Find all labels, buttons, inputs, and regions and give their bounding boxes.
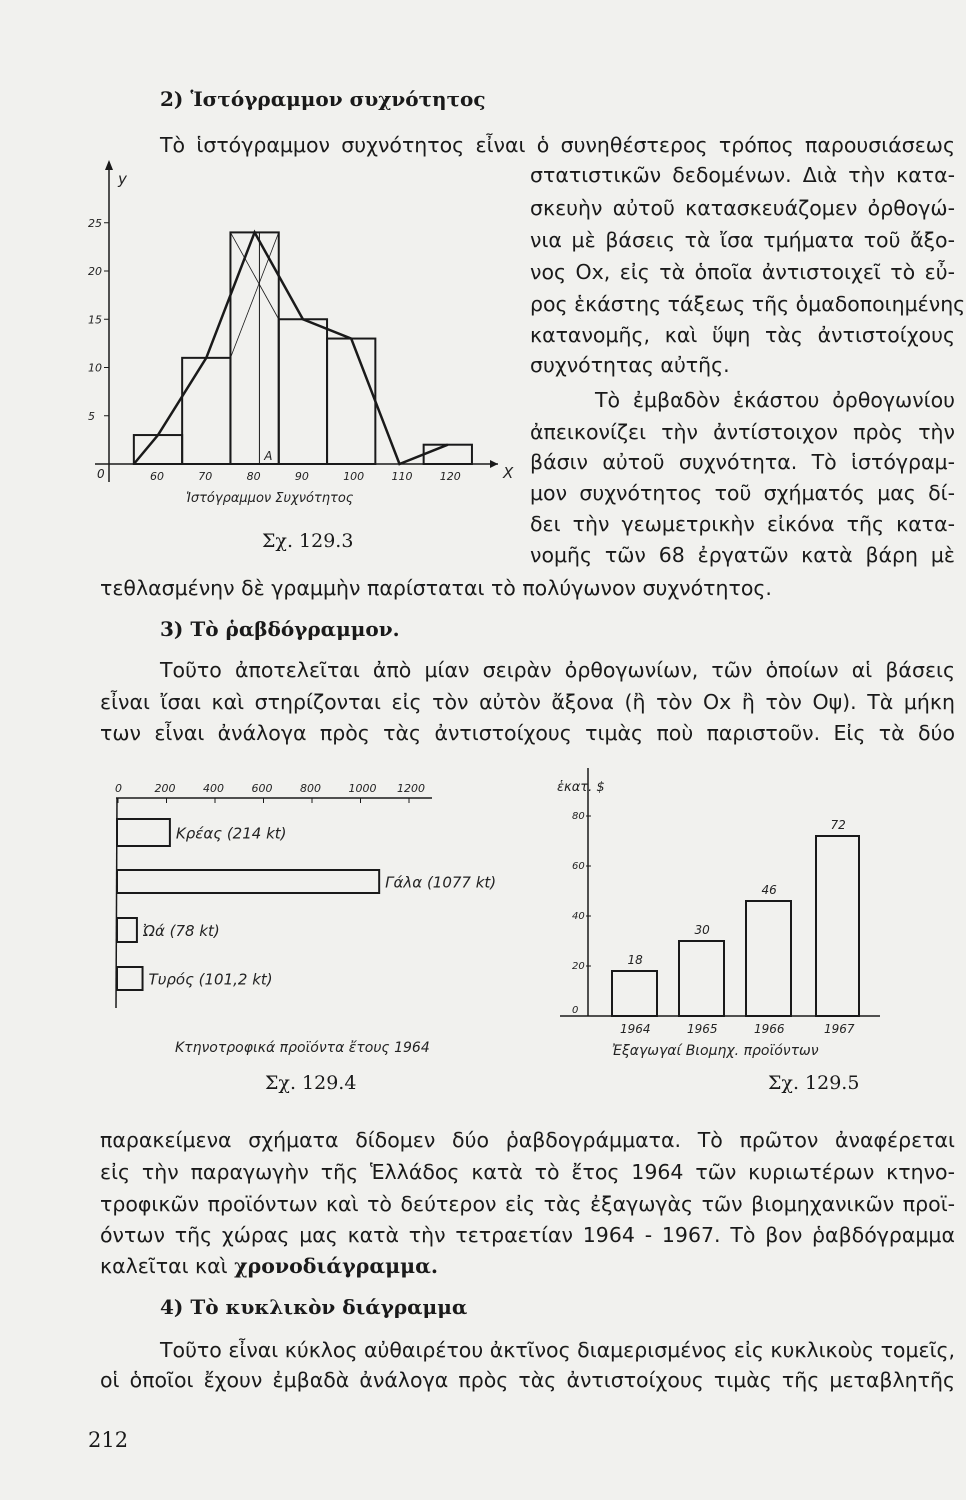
x-tick-label: 1967 bbox=[824, 1022, 855, 1036]
page-number: 212 bbox=[88, 1428, 129, 1452]
y-tick-label: 0 bbox=[572, 1005, 579, 1016]
x-tick-label: 600 bbox=[251, 782, 273, 795]
y-axis-label: ἑκατ. $ bbox=[557, 780, 605, 795]
y-tick-label: 20 bbox=[88, 265, 102, 278]
value-label: 46 bbox=[761, 883, 777, 897]
paragraph-line: στατιστικῶν δεδομένων. Διὰ τὴν κατα- bbox=[530, 163, 955, 187]
x-tick-label: 70 bbox=[198, 470, 213, 483]
y-tick-label: 5 bbox=[88, 409, 95, 423]
paragraph-line: Τοῦτο ἀποτελεῖται ἀπὸ μίαν σειρὰν ὀρθογωνίων, τῶν ὁποίων αἱ βάσεις bbox=[160, 658, 955, 682]
figure-caption-129-3: Σχ. 129.3 bbox=[262, 530, 354, 552]
x-tick-label: 0 bbox=[115, 782, 122, 795]
x-tick-label: 80 bbox=[246, 470, 261, 483]
x-axis-label: X bbox=[503, 464, 514, 482]
y-tick-label: 15 bbox=[88, 313, 102, 327]
y-tick-label: 25 bbox=[88, 216, 102, 230]
paragraph-line: εἰς τὴν παραγωγὴν τῆς Ἑλλάδος κατὰ τὸ ἔτος 1964 τῶν κυριωτέρων κτηνο- bbox=[100, 1160, 955, 1184]
paragraph-line: Τοῦτο εἶναι κύκλος αὐθαιρέτου ἀκτῖνος διαμερισμένος εἰς κυκλικοὺς τομεῖς, bbox=[160, 1338, 956, 1362]
histogram-title: Ἱστόγραμμον Συχνότητος bbox=[186, 491, 354, 506]
heading-histogram: 2) Ἱστόγραμμον συχνότητος bbox=[160, 87, 486, 111]
paragraph-line: βάσιν αὐτοῦ συχνότητα. Τὸ ἱστόγραμ- bbox=[530, 450, 955, 474]
value-label: 30 bbox=[694, 923, 710, 937]
bar-label: Τυρός (101,2 kt) bbox=[148, 970, 273, 989]
paragraph-line: δει τὴν γεωμετρικὴν εἰκόνα τῆς κατα- bbox=[530, 512, 955, 536]
y-tick-label: 80 bbox=[572, 811, 585, 822]
x-tick-label: 1965 bbox=[687, 1022, 718, 1036]
paragraph-line: παρακείμενα σχήματα δίδομεν δύο ῥαβδογράμματα. Τὸ πρῶτον ἀναφέρεται bbox=[100, 1128, 955, 1152]
paragraph-line: οἱ ὁποῖοι ἔχουν ἐμβαδὰ ἀνάλογα πρὸς τὰς ἀντιστοίχους τιμὰς τῆς μεταβλητῆς bbox=[100, 1368, 955, 1392]
y-axis-label: y bbox=[118, 170, 127, 188]
figure-caption-129-4: Σχ. 129.4 bbox=[265, 1072, 357, 1094]
value-label: 18 bbox=[627, 953, 643, 967]
paragraph-line: ρος ἑκάστης τάξεως τῆς ὁμαδοποιημένης bbox=[530, 292, 966, 316]
paragraph-line: εἶναι ἴσαι καὶ στηρίζονται εἰς τὸν αὐτὸν ἄξονα (ἢ τὸν Ox ἢ τὸν Oψ). Τὰ μήκη bbox=[100, 690, 955, 714]
paragraph-line: όντων τῆς χώρας μας κατὰ τὴν τετραετίαν 1964 - 1967. Τὸ βον ῥαβδόγραμμα bbox=[100, 1223, 955, 1247]
paragraph-line: σκευὴν αὐτοῦ κατασκευάζομεν ὀρθογώ- bbox=[530, 196, 955, 220]
paragraph-line: συχνότητας αὐτῆς. bbox=[530, 353, 730, 377]
heading-bar-chart: 3) Τὸ ῥαβδόγραμμον. bbox=[160, 617, 400, 641]
paragraph-line: μον συχνότητος τοῦ σχήματός μας δί- bbox=[530, 481, 955, 505]
paragraph-line: νος Ox, εἰς τὰ ὁποῖα ἀντιστοιχεῖ τὸ εὖ- bbox=[530, 260, 955, 284]
paragraph-line: τεθλασμένην δὲ γραμμὴν παρίσταται τὸ πολύγωνον συχνότητος. bbox=[100, 576, 772, 600]
value-label: 72 bbox=[830, 818, 846, 832]
x-tick-label: 200 bbox=[154, 782, 176, 795]
paragraph-line: των εἶναι ἀνάλογα πρὸς τὰς ἀντιστοίχους τιμὰς ποὺ παριστοῦν. Εἰς τὰ δύο bbox=[100, 721, 955, 745]
paragraph-line: νια μὲ βάσεις τὰ ἴσα τμήματα τοῦ ἄξο- bbox=[530, 228, 955, 252]
paragraph-line: κατανομῆς, καὶ ὕψη τὰς ἀντιστοίχους bbox=[530, 323, 955, 347]
x-tick-label: 110 bbox=[391, 470, 413, 483]
bar-label: Γάλα (1077 kt) bbox=[385, 873, 497, 892]
figure-caption-129-5: Σχ. 129.5 bbox=[768, 1072, 860, 1094]
x-tick-label: 90 bbox=[294, 470, 309, 483]
bar bbox=[816, 836, 859, 1016]
paragraph-line: ἀπεικονίζει τὴν ἀντίστοιχον πρὸς τὴν bbox=[530, 420, 955, 444]
y-tick-label: 10 bbox=[88, 361, 102, 375]
bold-term: χρονοδιάγραμμα. bbox=[234, 1254, 439, 1278]
x-tick-label: 1200 bbox=[397, 782, 425, 795]
origin-label: 0 bbox=[97, 467, 105, 481]
bar bbox=[746, 901, 791, 1016]
x-tick-label: 1966 bbox=[754, 1022, 785, 1036]
paragraph-line: Τὸ ἱστόγραμμον συχνότητος εἶναι ὁ συνηθέστερος τρόπος παρουσιάσεως bbox=[160, 133, 955, 157]
paragraph-line: Τὸ ἐμβαδὸν ἑκάστου ὀρθογωνίου bbox=[595, 388, 955, 412]
x-tick-label: 1000 bbox=[348, 782, 377, 795]
paragraph-line: τροφικῶν προϊόντων καὶ τὸ δεύτερον εἰς τὰς ἐξαγωγὰς τῶν βιομηχανικῶν προϊ- bbox=[100, 1192, 955, 1216]
chart-title: Ἐξαγωγαί Βιομηχ. προϊόντων bbox=[612, 1043, 819, 1059]
x-tick-label: 120 bbox=[439, 470, 461, 483]
x-tick-label: 100 bbox=[343, 470, 365, 483]
x-tick-label: 1964 bbox=[620, 1022, 651, 1036]
marker-label: A bbox=[264, 449, 273, 463]
paragraph-line: νομῆς τῶν 68 ἐργατῶν κατὰ βάρη μὲ bbox=[530, 543, 955, 567]
x-tick-label: 400 bbox=[203, 782, 224, 795]
heading-pie-chart: 4) Τὸ κυκλικὸν διάγραμμα bbox=[160, 1295, 468, 1319]
y-tick-label: 60 bbox=[572, 861, 585, 872]
x-tick-label: 800 bbox=[300, 782, 321, 795]
y-tick-label: 40 bbox=[572, 911, 585, 922]
chart-title: Κτηνοτροφικά προϊόντα ἔτους 1964 bbox=[175, 1040, 430, 1056]
bar bbox=[679, 941, 724, 1016]
x-tick-label: 60 bbox=[150, 470, 164, 483]
bar-label: Κρέας (214 kt) bbox=[175, 824, 287, 843]
bar bbox=[612, 971, 657, 1016]
bar-label: Ὠά (78 kt) bbox=[142, 922, 220, 940]
y-tick-label: 20 bbox=[572, 961, 585, 972]
text: καλεῖται καὶ bbox=[100, 1254, 235, 1278]
